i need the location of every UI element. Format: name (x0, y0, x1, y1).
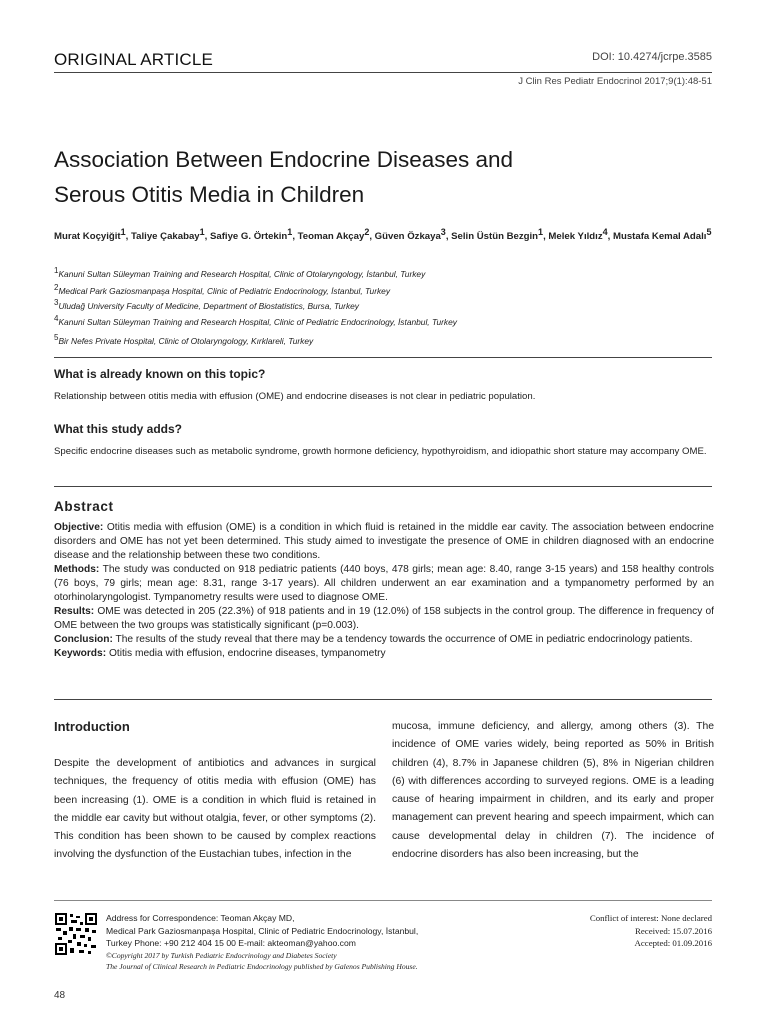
section-divider (54, 699, 712, 700)
abstract-methods: Methods: The study was conducted on 918 pediatric patients (440 boys, 478 girls; mean age: 8.40, range 3-15 years) and 158 healthy controls (76 boys, 79 girls; mean age: 8.31, range 3-17 years). All children underwent an ear examination and a tympanometry performed by an otorhinolaryngologist. Tympanometry results were used to diagnose OME. (54, 564, 714, 603)
author: Güven Özkaya$^3$ (374, 227, 446, 243)
author: Melek Yıldız$^4$ (548, 227, 608, 243)
author: Taliye Çakabay$^1$ (131, 227, 205, 243)
author-list: Murat Koçyiğit$^1$, Taliye Çakabay$^1$, Safiye G. Örtekin$^1$, Teoman Akçay$^2$, Güven Özkaya$^3$, Selin Üstün Bezgin$^1$, Melek Yıldız$^4$, Mustafa Kemal Adalı$^5$ (54, 227, 712, 243)
intro-left-column: Despite the development of antibiotics and advances in surgical techniques, the frequency of otitis media with effusion (OME) has been increasing (1). OME is a condition in which fluid is retained in the middle ear cavity but without otalgia, fever, or other symptoms (2). This condition has been shown to be caused by complex reactions involving the dysfunction of the Eustachian tubes, infection in the (54, 758, 376, 861)
affiliation: $^1$Kanuni Sultan Süleyman Training and Research Hospital, Clinic of Otolaryngology, İstanbul, Turkey (54, 266, 426, 279)
author: Mustafa Kemal Adalı$^5$ (612, 227, 712, 243)
abstract-objective: Objective: Otitis media with effusion (OME) is a condition in which fluid is retained in the middle ear cavity. The association between endocrine disorders and OME has not yet been determined. This study aimed to investigate the presence of OME in children diagnosed with an endocrine disease and the relationship between these two conditions. (54, 522, 714, 561)
header-divider (54, 72, 712, 73)
author: Selin Üstün Bezgin$^1$ (451, 227, 544, 243)
page-number: 48 (54, 990, 66, 1001)
title-line: Association Between Endocrine Diseases and (54, 147, 514, 172)
accepted-date: Accepted: 01.09.2016 (634, 938, 712, 948)
affiliation: $^4$Kanuni Sultan Süleyman Training and Research Hospital, Clinic of Pediatric Endocrinology, İstanbul, Turkey (54, 314, 457, 327)
abstract-results: Results: OME was detected in 205 (22.3%) of 918 patients and in 19 (12.0%) of 158 subjects in the control group. The difference in frequency of OME between the two groups was statistically significant (p=0.003). (54, 606, 714, 631)
doi-link[interactable]: DOI: 10.4274/jcrpe.3585 (592, 51, 712, 63)
affiliation: $^2$Medical Park Gaziosmanpaşa Hospital, Clinic of Pediatric Endocrinology, İstanbul, Turkey (54, 283, 391, 296)
correspondence-address: Address for Correspondence: Teoman Akçay MD, Medical Park Gaziosmanpaşa Hospital, Clinic of Pediatric Endocrinology, İstanbul, Turkey Phone: +90 212 404 15 00 E-mail: akteoman@yahoo.com (106, 913, 419, 948)
known-heading: What is already known on this topic? (54, 367, 266, 381)
intro-right-column: mucosa, immune deficiency, and allergy, among others (3). The incidence of OME varies widely, being reported as 50% in British children (4), 8.7% in Japanese children (5), 8% in Nigerian children (6) with differences according to surveyed regions. OME is a leading cause of hearing impairment in children, and its early and proper management can prevent hearing and speech impairment, which can cause developmental delay in children (7). The incidence of endocrine disorders has also been increasing, but the (392, 721, 714, 861)
article-title (54, 142, 694, 212)
abstract-keywords: Keywords: Otitis media with effusion, endocrine diseases, tympanometry (54, 648, 386, 659)
affiliation: $^3$Uludağ University Faculty of Medicine, Department of Biostatistics, Bursa, Turkey (54, 298, 359, 311)
adds-text: Specific endocrine diseases such as metabolic syndrome, growth hormone deficiency, hypothyroidism, and idiopathic short stature may accompany OME. (54, 446, 707, 457)
author: Murat Koçyiğit$^1$ (54, 227, 126, 243)
conflict-of-interest: Conflict of interest: None declared (589, 913, 712, 923)
author: Teoman Akçay$^2$ (297, 227, 370, 243)
adds-heading: What this study adds? (54, 422, 183, 436)
qr-code-icon (54, 912, 98, 956)
known-text: Relationship between otitis media with effusion (OME) and endocrine diseases is not clear in pediatric population. (54, 391, 536, 402)
abstract-body (54, 521, 714, 661)
copyright-notice: ©Copyright 2017 by Turkish Pediatric Endocrinology and Diabetes Society The Journal of Clinical Research in Pediatric Endocrinology published by Galenos Publishing House. (106, 951, 418, 971)
title-line: Serous Otitis Media in Children (54, 182, 365, 207)
introduction-heading: Introduction (54, 719, 130, 734)
section-divider (54, 357, 712, 358)
article-dates (590, 912, 712, 950)
author: Safiye G. Örtekin$^1$ (209, 227, 293, 243)
article-type-label: ORIGINAL ARTICLE (54, 50, 214, 69)
journal-citation: J Clin Res Pediatr Endocrinol 2017;9(1):48-51 (518, 76, 712, 87)
footer-divider (54, 900, 712, 901)
affiliation: $^5$Bir Nefes Private Hospital, Clinic of Otolaryngology, Kırklareli, Turkey (54, 333, 314, 346)
abstract-conclusion: Conclusion: The results of the study reveal that there may be a tendency towards the occurrence of OME in pediatric endocrinology patients. (54, 634, 693, 645)
abstract-heading: Abstract (54, 499, 114, 514)
section-divider (54, 486, 712, 487)
received-date: Received: 15.07.2016 (635, 925, 712, 936)
